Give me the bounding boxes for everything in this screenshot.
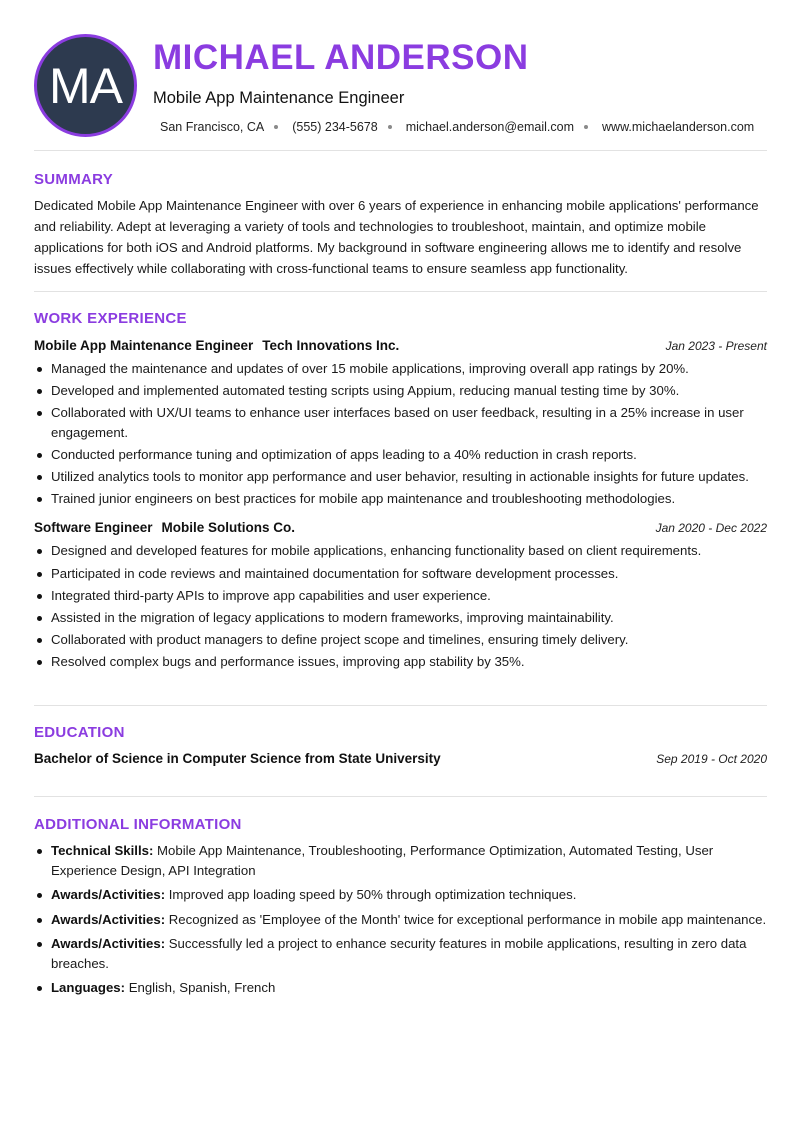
info-text: Recognized as 'Employee of the Month' twice for exceptional performance in mobile app maintenance. bbox=[168, 911, 767, 927]
job-dates: Jan 2023 - Present bbox=[665, 339, 767, 353]
candidate-name: MICHAEL ANDERSON bbox=[153, 38, 529, 77]
avatar bbox=[34, 34, 137, 137]
job-role-line bbox=[34, 520, 295, 535]
job-bullets bbox=[34, 359, 767, 508]
separator-dot-icon bbox=[584, 125, 588, 129]
job-header bbox=[34, 520, 767, 535]
info-text: Improved app loading speed by 50% through optimization techniques. bbox=[168, 887, 577, 902]
job-role: Software Engineer bbox=[34, 520, 153, 536]
info-label: Awards/Activities: bbox=[51, 936, 166, 951]
job-company: Mobile Solutions Co. bbox=[161, 520, 296, 536]
education-dates: Sep 2019 - Oct 2020 bbox=[656, 752, 767, 766]
candidate-title: Mobile App Maintenance Engineer bbox=[153, 89, 405, 107]
info-label: Languages: bbox=[51, 980, 126, 995]
list-item bbox=[34, 885, 767, 905]
education-section bbox=[34, 706, 767, 797]
list-item bbox=[34, 841, 767, 880]
education-degree: Bachelor of Science in Computer Science from State University bbox=[34, 751, 441, 766]
work-experience-section bbox=[34, 292, 767, 706]
list-item: Utilized analytics tools to monitor app performance and user behavior, resulting in actionable insights for future updates. bbox=[34, 467, 767, 487]
contact-email[interactable]: michael.anderson@email.com bbox=[405, 120, 575, 134]
education-entry bbox=[34, 751, 767, 766]
contact-website[interactable]: www.michaelanderson.com bbox=[602, 120, 755, 134]
contact-phone: (555) 234-5678 bbox=[292, 120, 378, 134]
job-role: Mobile App Maintenance Engineer bbox=[34, 338, 254, 353]
avatar-initials: MA bbox=[49, 57, 122, 114]
job-entry bbox=[34, 520, 767, 671]
resume-header bbox=[34, 0, 767, 151]
job-company: Tech Innovations Inc. bbox=[262, 338, 400, 353]
summary-heading: SUMMARY bbox=[34, 171, 114, 188]
list-item: Trained junior engineers on best practices for mobile app maintenance and troubleshooting methodologies. bbox=[34, 489, 767, 509]
job-entry bbox=[34, 338, 767, 508]
job-role-line bbox=[34, 338, 399, 353]
additional-info-list bbox=[34, 841, 767, 998]
list-item: Managed the maintenance and updates of over 15 mobile applications, improving overall app ratings by 20%. bbox=[34, 359, 767, 379]
summary-text: Dedicated Mobile App Maintenance Engineer with over 6 years of experience in enhancing mobile applications' performance and reliability. Adept at leveraging a variety of tools and technologies to troubleshoot, maintain, and optimize mobile applications for both iOS and Android platforms. My background in software engineering allows me to identify and resolve issues effectively while collaborating with cross-functional teams to ensure seamless app functionality. bbox=[34, 198, 759, 276]
additional-info-section bbox=[34, 797, 767, 998]
summary-section bbox=[34, 151, 767, 292]
list-item: Participated in code reviews and maintained documentation for software development processes. bbox=[34, 564, 767, 584]
list-item: Developed and implemented automated testing scripts using Appium, reducing manual testing time by 30%. bbox=[34, 381, 767, 401]
info-label: Technical Skills: bbox=[51, 843, 154, 858]
list-item: Collaborated with UX/UI teams to enhance user interfaces based on user feedback, resulting in a 25% increase in user engagement. bbox=[34, 403, 767, 442]
contact-info bbox=[160, 120, 754, 134]
list-item: Integrated third-party APIs to improve app capabilities and user experience. bbox=[34, 586, 767, 606]
list-item: Resolved complex bugs and performance issues, improving app stability by 35%. bbox=[34, 652, 767, 672]
job-header bbox=[34, 338, 767, 353]
job-bullets bbox=[34, 541, 767, 671]
info-text: English, Spanish, French bbox=[128, 980, 276, 995]
list-item bbox=[34, 910, 767, 930]
job-dates: Jan 2020 - Dec 2022 bbox=[655, 521, 767, 536]
list-item: Designed and developed features for mobile applications, enhancing functionality based on client requirements. bbox=[34, 541, 767, 561]
list-item: Collaborated with product managers to define project scope and timelines, ensuring timely delivery. bbox=[34, 630, 767, 650]
list-item bbox=[34, 934, 767, 973]
list-item bbox=[34, 978, 767, 998]
education-heading: EDUCATION bbox=[34, 724, 125, 741]
additional-info-heading: ADDITIONAL INFORMATION bbox=[34, 816, 242, 833]
info-text: Successfully led a project to enhance security features in mobile applications, resulting in zero data breaches. bbox=[51, 936, 747, 971]
contact-location: San Francisco, CA bbox=[160, 120, 265, 134]
work-experience-heading: WORK EXPERIENCE bbox=[34, 310, 187, 327]
info-text: Mobile App Maintenance, Troubleshooting, Performance Optimization, Automated Testing, User Experience Design, API Integration bbox=[51, 843, 714, 878]
list-item: Conducted performance tuning and optimization of apps leading to a 40% reduction in crash reports. bbox=[34, 445, 767, 465]
list-item: Assisted in the migration of legacy applications to modern frameworks, improving maintainability. bbox=[34, 608, 767, 628]
info-label: Awards/Activities: bbox=[51, 911, 166, 927]
info-label: Awards/Activities: bbox=[51, 887, 166, 902]
separator-dot-icon bbox=[388, 125, 392, 129]
separator-dot-icon bbox=[274, 125, 278, 129]
